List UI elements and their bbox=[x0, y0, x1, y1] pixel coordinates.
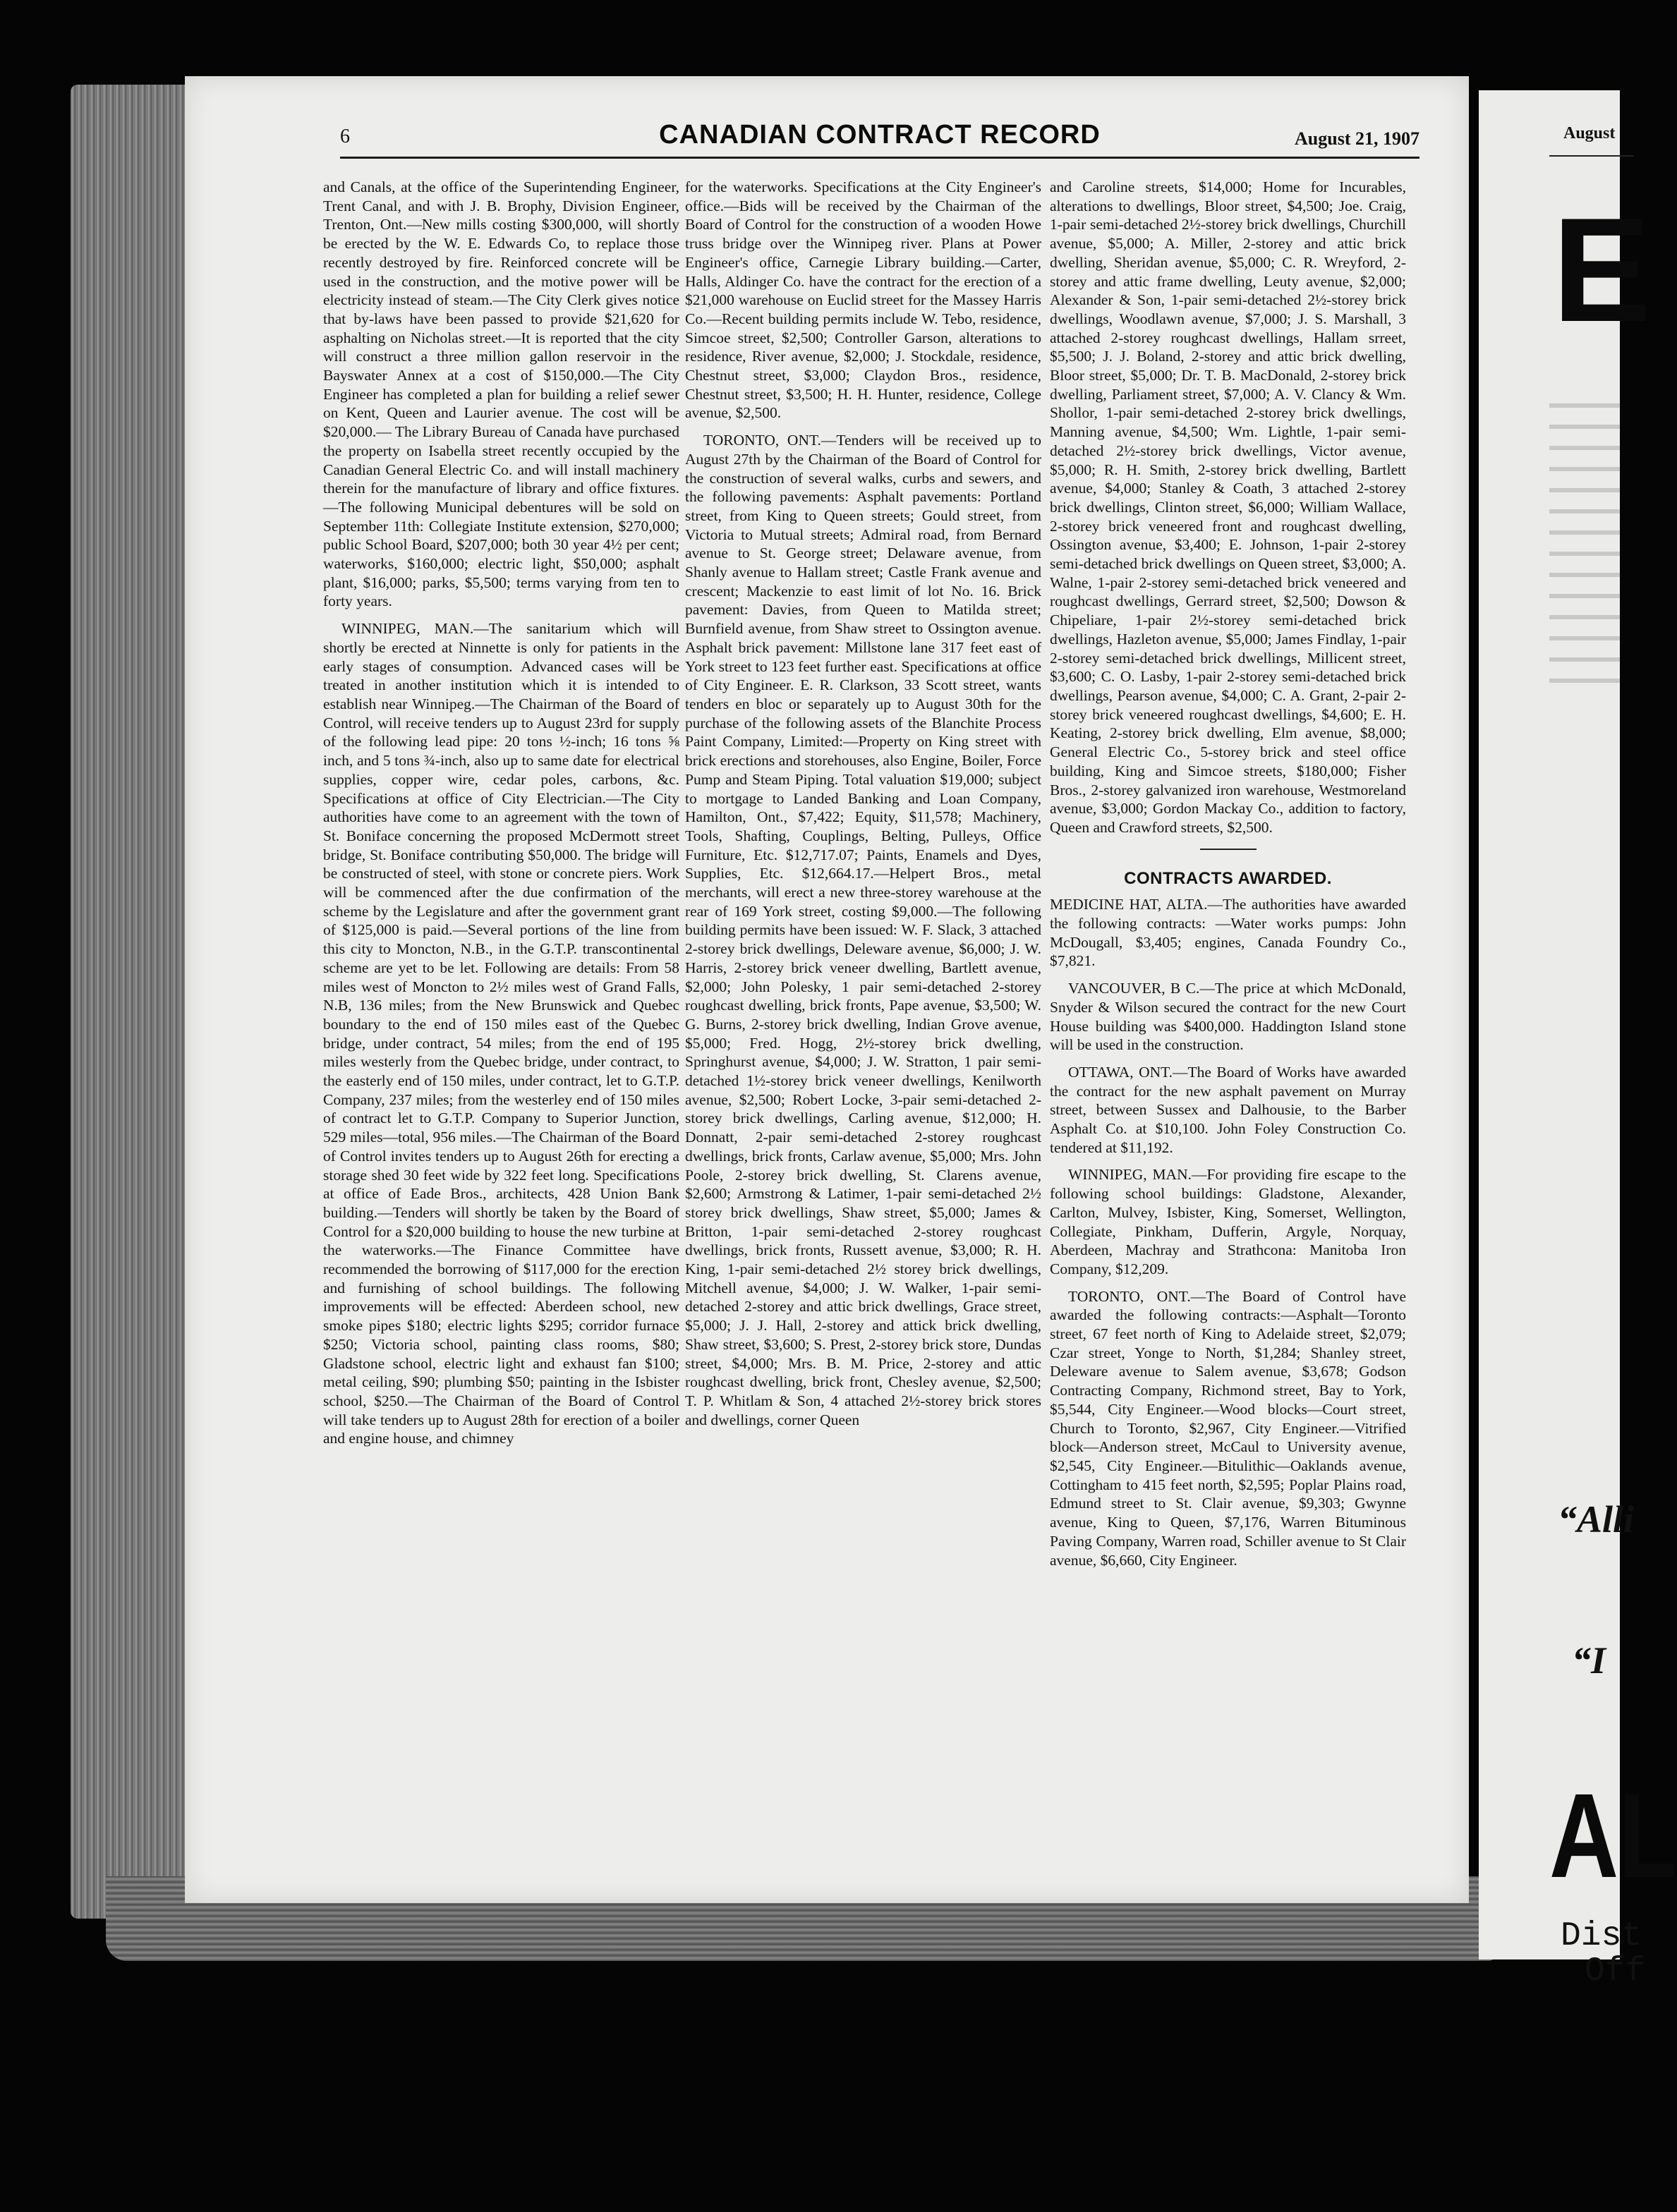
contract-vancouver: VANCOUVER, B C.—The price at which McDonald, Snyder & Wilson secured the contract for the new Court House building was $400,000. Haddington Island stone will be used in the construction. bbox=[1050, 980, 1406, 1054]
column-1-paragraph-winnipeg: WINNIPEG, MAN.—The sanitarium which will shortly be erected at Ninnette is only for patients in the early stages of consumption. Advanced cases will be treated in another institution which it is intended to establish near Winnipeg.—The Chairman of the Board of Control, will receive tenders up to August 23rd for supply of the following lead pipe: 20 tons ½-inch; 16 tons ⅝ inch, and 5 tons ¾-inch, also up to same date for electrical supplies, copper wire, cedar poles, carbons, &c. Specifications at office of City Electrician.—The City authorities have come to an agreement with the town of St. Boniface concerning the proposed McDermott street bridge, St. Boniface contributing $50,000. The bridge will be constructed of steel, with stone or concrete piers. Work will be commenced after the due confirmation of the scheme by the Legislature and after the government grant of $125,000 is paid.—Several portions of the line from this city to Moncton, N.B., in the G.T.P. transcontinental scheme are yet to be let. Following are details: From 58 miles west of Moncton to 2½ miles west of Grand Falls, N.B, 136 miles; from the New Brunswick and Quebec boundary to the end of 150 miles east of the Quebec bridge, under contract, 54 miles; from the end of 195 miles westerly from the Quebec bridge, under contract, to the easterly end of 150 miles, under contract, let to G.T.P. Company, 237 miles; from the westerley end of 150 miles of contract let to G.T.P. Company to Superior Junction, 529 miles—total, 956 miles.—The Chairman of the Board of Control invites tenders up to August 26th for erecting a storage shed 30 feet wide by 322 feet long. Specifications at office of Eade Bros., architects, 428 Union Bank building.—Tenders will shortly be taken by the Board of Control for a $20,000 building to house the new turbine at the waterworks.—The Finance Committee have recommended the borrowing of $117,000 for the erection and furnishing of school buildings. The following improvements will be effected: Aberdeen school, new smoke pipes $180; electric lights $295; corridor furnace $250; Victoria school, painting class rooms, $80; Gladstone school, electric light and exhaust fan $100; metal ceiling, $90; plumbing $50; painting in the Isbister school, $250.—The Chairman of the Board of Control will take tenders up to August 28th for erection of a boiler and engine house, and chimney bbox=[323, 620, 679, 1447]
newspaper-page bbox=[185, 76, 1469, 1903]
contract-ottawa: OTTAWA, ONT.—The Board of Works have awarded the contract for the new asphalt pavement on Murray street, between Sussex and Dalhousie, to the Barber Asphalt Co. at $10,100. John Foley Construction Co. tendered at $11,192. bbox=[1050, 1063, 1406, 1156]
contract-winnipeg: WINNIPEG, MAN.—For providing fire escape to the following school buildings: Gladstone, Alexander, Carlton, Mulvey, Isbister, King, Somerset, Wellington, Collegiate, Pinkham, Dufferin, Argyle, Norquay, Aberdeen, Machray and Strathcona: Manitoba Iron Company, $12,209. bbox=[1050, 1166, 1406, 1277]
page-header bbox=[340, 120, 1419, 162]
column-3 bbox=[1050, 178, 1406, 1569]
page-number: 6 bbox=[340, 126, 350, 147]
column-2 bbox=[685, 178, 1041, 1429]
column-3-paragraph-1: and Caroline streets, $14,000; Home for Incurables, alterations to dwellings, Bloor street, $4,500; Joe. Craig, 1-pair semi-detached 2½-storey brick dwellings, Churchill avenue, $5,000; A. Miller, 2-storey and attic brick dwelling, Sheridan avenue, $5,000; C. R. Wreyford, 2-storey and attic frame dwelling, Leuty avenue, $2,000; Alexander & Son, 1-pair semi-detached 2½-storey brick dwellings, Woodlawn avenue, $7,000; J. S. Marshall, 3 attached 2-storey roughcast dwellings, Hallam srreet, $5,500; J. J. Boland, 2-storey and attic brick dwelling, Bloor street, $5,000; Dr. T. B. MacDonald, 2-storey brick dwelling, Parliament street, $7,000; A. V. Clancy & Wm. Shollor, 1-pair semi-detached 2-storey brick dwellings, Manning avenue, $4,500; Wm. Lightle, 1-pair semi-detached 2½-storey brick dwellings, Victor avenue, $5,000; R. H. Smith, 2-storey brick dwelling, Bartlett avenue, $4,000; Stanley & Coath, 3 attached 2-storey brick dwellings, Clinton street, $6,000; William Wallace, 2-storey brick veneered front and roughcast dwelling, Ossington avenue, $3,400; E. Johnson, 1-pair 2-storey semi-detached brick dwellings on Queen street, $3,000; A. Walne, 1-pair 2-storey semi-detached brick veneered and roughcast dwellings, Gerrard street, $2,500; Dowson & Chipeliare, 1-pair 2½-storey semi-detached brick dwellings, Hazleton avenue, $5,000; James Findlay, 1-pair 2-storey semi-detached brick dwellings, Millicent street, $3,600; C. O. Lasby, 1-pair 2-storey semi-detached brick dwellings, Pearson avenue, $4,000; C. A. Grant, 2-pair 2-storey brick veneered roughcast dwellings, $4,600; E. H. Keating, 2-storey brick dwelling, Elm avenue, $8,000; General Electric Co., 5-storey brick and steel office building, King and Simcoe streets, $180,000; Fisher Bros., 2-storey galvanized iron warehouse, Westmoreland avenue, $3,000; Gordon Mackay Co., addition to factory, Queen and Crawford streets, $2,500. bbox=[1050, 178, 1406, 836]
book-page-stack bbox=[71, 85, 189, 1919]
facing-page-faded-text bbox=[1549, 387, 1620, 700]
facing-page-quote-1: “Alli bbox=[1558, 1498, 1635, 1540]
contract-medicine-hat: MEDICINE HAT, ALTA.—The authorities have awarded the following contracts: —Water works pumps: John McDougall, $3,405; engines, Canada Foundry Co., $7,821. bbox=[1050, 896, 1406, 970]
facing-page-rule bbox=[1549, 155, 1634, 157]
section-divider bbox=[1200, 849, 1257, 850]
issue-date: August 21, 1907 bbox=[1295, 128, 1419, 149]
column-1-paragraph-1: and Canals, at the office of the Superintending Engineer, Trent Canal, and with J. B. Brophy, Division Engineer, Trenton, Ont.—New mills costing $300,000, will shortly be erected by the W. E. Edwards Co, to replace those recently destroyed by fire. Reinforced concrete will be used in the construction, and the motive power will be electricity instead of steam.—The City Clerk gives notice that by-laws have been passed to provide $21,620 for asphalting on Nicholas street.—It is reported that the city will construct a three million gallon reservoir in the Bayswater Annex at a cost of $150,000.—The City Engineer has completed a plan for building a relief sewer on Kent, Queen and Laurier avenue. The cost will be $20,000.— The Library Bureau of Canada have purchased the property on Isabella street recently occupied by the Canadian General Electric Co. and will install machinery therein for the manufacture of library and office fixtures.—The following Municipal debentures will be sold on September 11th: Collegiate Institute extension, $270,000; public School Board, $207,000; both 30 year 4½ per cent; waterworks, $160,000; electric light, $50,000; asphalt plant, $16,000; parks, $5,500; terms varying from ten to forty years. bbox=[323, 178, 679, 610]
facing-page-quote-2: “I bbox=[1572, 1639, 1606, 1682]
masthead-title: CANADIAN CONTRACT RECORD bbox=[659, 120, 1101, 150]
facing-page-big-word: AL bbox=[1549, 1769, 1677, 1903]
column-1 bbox=[323, 178, 679, 1448]
contract-toronto: TORONTO, ONT.—The Board of Control have awarded the following contracts:—Asphalt—Toronto street, 67 feet north of King to Adelaide street, $2,079; Czar street, Yonge to North, $1,284; Shanley street, Deleware avenue to Salem avenue, $3,678; Godson Contracting Company, Richmond street, Bay to York, $5,544, City Engineer.—Wood blocks—Court street, Church to Toronto, $2,967, City Engineer.—Vitrified block—Anderson street, McCaul to University avenue, $2,545, City Engineer.—Bitulithic—Oaklands avenue, Cottingham to 415 feet north, $2,595; Poplar Plains road, Edmund street to St. Clair avenue, $9,303; Gwynne avenue, King to Queen, $7,176, Warren Bituminous Paving Company, Warren road, Schiller avenue to St Clair avenue, $6,660, City Engineer. bbox=[1050, 1287, 1406, 1569]
facing-page-line-4: Off bbox=[1585, 1952, 1646, 1991]
facing-page-header: August bbox=[1563, 124, 1616, 142]
facing-page-big-letter: E bbox=[1552, 187, 1652, 353]
column-2-paragraph-1: for the waterworks. Specifications at the City Engineer's office.—Bids will be received by the Chairman of the Board of Control for the construction of a wooden Howe truss bridge over the Winnipeg river. Plans at Power Engineer's office, Carnegie Library building.—Carter, Halls, Aldinger Co. have the contract for the erection of a $21,000 warehouse on Euclid street for the Massey Harris Co.—Recent building permits include W. Tebo, residence, Simcoe street, $2,500; Controller Garson, alterations to residence, River avenue, $2,000; J. Stockdale, residence, Chestnut street, $3,000; Claydon Bros., residence, Chestnut street, $3,500; H. H. Hunter, residence, College avenue, $2,500. bbox=[685, 178, 1041, 422]
article-columns bbox=[323, 178, 1452, 1871]
section-title-contracts-awarded: CONTRACTS AWARDED. bbox=[1124, 868, 1332, 888]
facing-page-line-3: Dist bbox=[1561, 1917, 1642, 1955]
column-2-paragraph-toronto: TORONTO, ONT.—Tenders will be received up to August 27th by the Chairman of the Board of Control for the construction of several walks, curbs and sewers, and the following pavements: Asphalt pavements: Portland street, from King to Queen streets; Gould street, from Victoria to Mutual streets; Admiral road, from Bernard avenue to St. George street; Delaware avenue, from Shanly avenue to Hallam street; Castle Frank avenue and crescent; Mackenzie to east limit of lot No. 16. Brick pavement: Davies, from Queen to Matilda street; Burnfield avenue, from Shaw street to Ossington avenue. Asphalt brick pavement: Millstone lane 317 feet east of York street to 123 feet further east. Specifications at office of City Engineer. E. R. Clarkson, 33 Scott street, wants tenders en bloc or separately up to August 30th for the purchase of the following assets of the Blanchite Process Paint Company, Limited:—Property on King street with brick erections and storehouses, also Engine, Boiler, Force Pump and Steam Piping. Total valuation $19,000; subject to mortgage to Landed Banking and Loan Company, Hamilton, Ont., $7,422; Equity, $11,578; Machinery, Tools, Shafting, Couplings, Belting, Pulleys, Office Furniture, Etc. $12,717.07; Paints, Enamels and Dyes, Supplies, Etc. $12,664.17.—Helpert Bros., metal merchants, will erect a new three-storey warehouse at the rear of 169 York street, costing $9,000.—The following building permits have been issued: W. F. Slack, 3 attached 2-storey brick dwellings, Deleware avenue, $6,000; J. W. Harris, 2-storey brick veneer dwelling, Bartlett avenue, $2,000; John Polesky, 1 pair semi-detached 2-storey roughcast dwelling, brick fronts, Pape avenue, $3,500; W. G. Burns, 2-storey brick dwelling, Indian Grove avenue, $5,000; Fred. Hogg, 2½-storey brick dwelling, Springhurst avenue, $4,000; J. W. Stratton, 1 pair semi-detached 1½-storey brick veneer dwellings, Kenilworth avenue, $2,500; Robert Locke, 3-pair semi-detached 2-storey brick dwellings, Carling avenue, $12,000; H. Donnatt, 2-pair semi-detached 2-storey roughcast dwellings, brick fronts, Carlaw avenue, $5,000; Mrs. John Poole, 2-storey brick dwelling, St. Clarens avenue, $2,600; Armstrong & Latimer, 1-pair semi-detached 2½ storey brick dwellings, Shaw street, $5,000; James & Britton, 1-pair semi-detached 2-storey roughcast dwellings, brick fronts, Russett avenue, $3,000; R. H. King, 1-pair semi-detached 2½ storey brick dwellings, Mitchell avenue, $4,000; J. W. Walker, 1-pair semi-detached 2-storey and attic brick dwellings, Grace street, $5,000; J. J. Hall, 2-storey and attick brick dwelling, Shaw street, $3,600; S. Prest, 2-storey brick store, Dundas street, $4,000; Mrs. B. M. Price, 2-storey and attic roughcast dwelling, brick front, Chesley avenue, $2,500; T. P. Whitlam & Son, 4 attached 2½-storey brick stores and dwellings, corner Queen bbox=[685, 432, 1041, 1428]
facing-page bbox=[1479, 90, 1677, 1991]
header-rule bbox=[340, 157, 1419, 159]
